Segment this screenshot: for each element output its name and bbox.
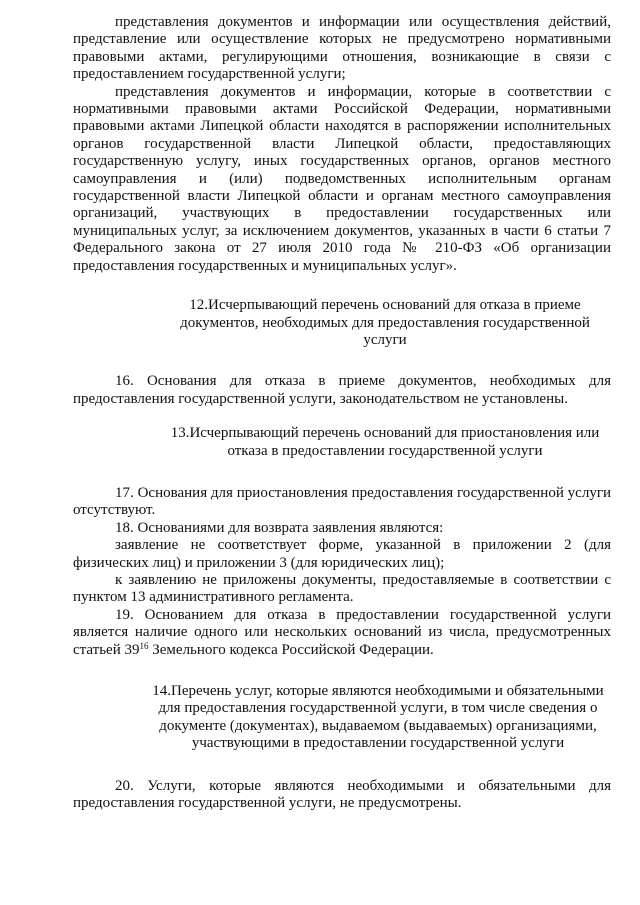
article-superscript: 16 (139, 640, 149, 651)
section-heading-12: 12.Исчерпывающий перечень оснований для отказа в приеме документов, необходимых для предоставления государственной услуги (180, 297, 590, 348)
paragraph-17: 17. Основания для приостановления предоставления государственной услуги отсутствуют. (73, 484, 611, 519)
paragraph-19 (73, 607, 611, 659)
paragraph-documents-in-possession: представления документов и информации, которые в соответствии с нормативными правовыми актами Российской Федерации, нормативными правовыми актами Липецкой области находятся в распоряжении исполнительных органов государственной власти Липецкой области, предоставляющих государственную услугу, иных государственных органов, органов местного самоуправления и (или) подведомственных исполнительным органам государственной власти Липецкой области и органам местного самоуправления организаций, участвующих в предоставлении государственных или муниципальных услуг, за исключением документов, указанных в части 6 статьи 7 Федерального закона от 27 июля 2010 года № 210-ФЗ «Об организации предоставления государственных и муниципальных услуг». (73, 83, 611, 274)
paragraph-16: 16. Основания для отказа в приеме документов, необходимых для предоставления государственной услуги, законодательством не установлены. (73, 373, 611, 407)
paragraph-18-item-form: заявление не соответствует форме, указанной в приложении 2 (для физических лиц) и приложении 3 (для юридических лиц); (73, 537, 611, 571)
paragraph-18-item-documents: к заявлению не приложены документы, предоставляемые в соответствии с пунктом 13 административного регламента. (73, 571, 611, 606)
paragraph-19-text: 19. Основанием для отказа в предоставлении государственной услуги является наличие одного или нескольких оснований из числа, предусмотренных статьей 39 (73, 606, 611, 658)
section-heading-13: 13.Исчерпывающий перечень оснований для приостановления или отказа в предоставлении государственной услуги (170, 425, 600, 459)
document-body (73, 14, 611, 812)
paragraph-18: 18. Основаниями для возврата заявления являются: (115, 519, 444, 536)
paragraph-documents-not-required: представления документов и информации или осуществления действий, представление или осуществление которых не предусмотрено нормативными правовыми актами, регулирующими отношения, возникающие в связи с предоставлением государственной услуги; (73, 14, 611, 83)
section-heading-14: 14.Перечень услуг, которые являются необходимыми и обязательными для предоставления государственной услуги, в том числе сведения о документе (документах), выдаваемом (выдаваемых) организациями, участвующими в предоставлении государственной услуги (152, 683, 604, 752)
paragraph-19-text-end: Земельного кодекса Российской Федерации. (148, 641, 434, 658)
paragraph-20: 20. Услуги, которые являются необходимыми и обязательными для предоставления государственной услуги, не предусмотрены. (73, 777, 611, 812)
